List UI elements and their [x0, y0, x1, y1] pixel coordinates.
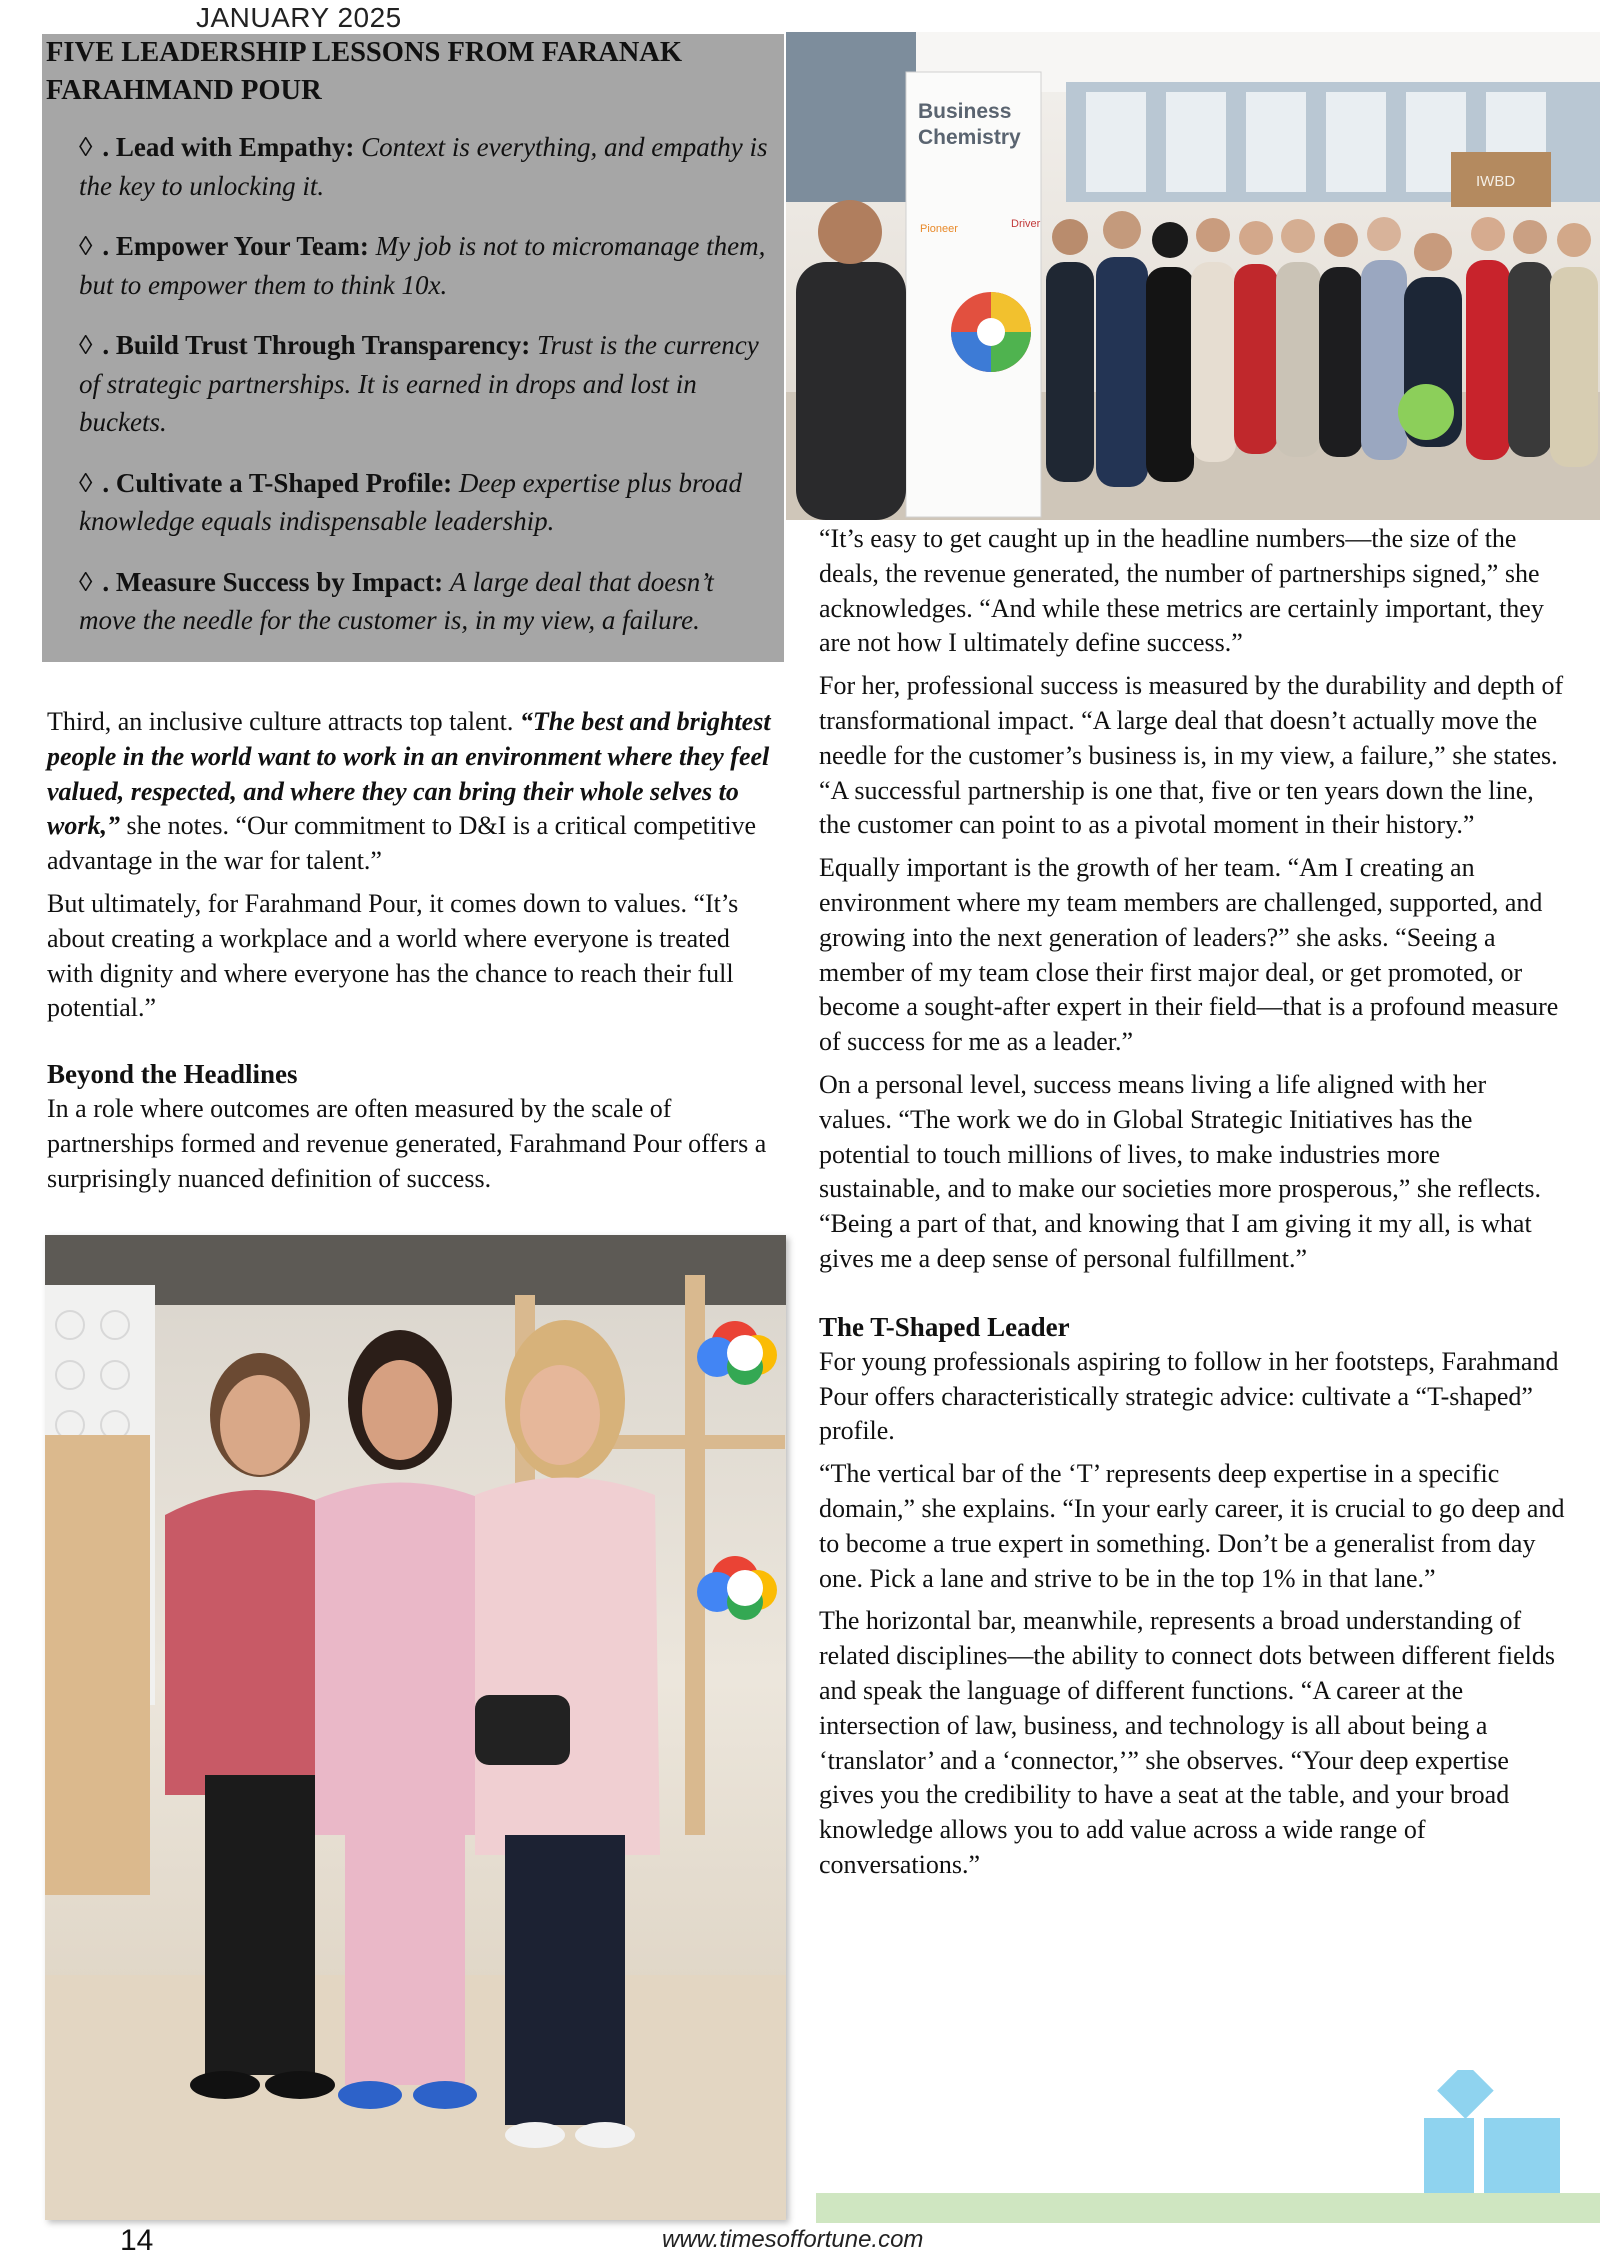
issue-date: JANUARY 2025 — [196, 2, 402, 33]
lesson-item — [46, 128, 772, 205]
banner-title: Business — [918, 100, 1012, 123]
cloud-logo — [697, 1556, 777, 1620]
lesson-lead: . Cultivate a T-Shaped Profile: — [102, 467, 453, 498]
paragraph: For her, professional success is measured by the durability and depth of transformational impact. “A large deal that doesn’t actually move the needle for the customer’s business is, in my view, a failure,” she states. “A successful partnership is one that, five or ten years down the line, the customer can point to as a pivotal moment in their history.” — [819, 671, 1564, 840]
section-heading-t-shaped-leader: The T-Shaped Leader — [819, 1311, 1070, 1342]
right-column-text — [819, 522, 1565, 1891]
paragraph: But ultimately, for Farahmand Pour, it comes down to values. “It’s about creating a workplace and a world where everyone is treated with dignity and where everyone has the chance to reach their full potential.” — [47, 888, 739, 1023]
paragraph: In a role where outcomes are often measured by the scale of partnerships formed and revenue generated, Farahmand Pour offers a surprisingly nuanced definition of success. — [47, 1094, 767, 1193]
diamond-bullet: ◊ — [79, 467, 93, 498]
lesson-lead: . Measure Success by Impact: — [102, 566, 444, 597]
lesson-lead: . Build Trust Through Transparency: — [102, 330, 531, 360]
paragraph: “The vertical bar of the ‘T’ represents deep expertise in a specific domain,” she explains. “In your early career, it is crucial to go deep and to become a true expert in something. Don’t be a generalist from day one. Pick a lane and strive to be in the top 1% in that lane.” — [819, 1459, 1565, 1593]
lesson-item — [46, 326, 772, 442]
page-number: 14 — [120, 2224, 154, 2257]
paragraph: “It’s easy to get caught up in the headline numbers—the size of the deals, the revenue generated, the number of partnerships signed,” she acknowledges. “And while these metrics are certainly important, they are not how I ultimately define success.” — [819, 524, 1544, 658]
lesson-text: Context is everything, and empathy is the key to unlocking it. — [79, 132, 768, 201]
paragraph-text: Third, an inclusive culture attracts top talent. — [47, 707, 520, 736]
lesson-lead: . Lead with Empathy: — [102, 132, 355, 162]
paragraph: On a personal level, success means living a life aligned with her values. “The work we do in Global Strategic Initiatives has the potential to touch millions of lives, to make industries more sustainable, and to make our societies more prosperous,” she reflects. “Being a part of that, and knowing that I am giving it my all, is what gives me a deep sense of personal fulfillment.” — [819, 1069, 1541, 1273]
diamond-bullet: ◊ — [79, 566, 93, 597]
footer-accent-bar — [816, 2193, 1600, 2223]
paragraph — [47, 705, 782, 879]
group-photo — [786, 32, 1600, 520]
svg-text:Chemistry: Chemistry — [918, 126, 1021, 149]
paragraph-text: she notes. “Our commitment to D&I is a critical competitive advantage in the war for talent.” — [47, 811, 757, 876]
section-heading-beyond-headlines: Beyond the Headlines — [47, 1059, 298, 1090]
trio-photo — [45, 1235, 786, 2220]
paragraph: The horizontal bar, meanwhile, represents a broad understanding of related disciplines—the ability to connect dots between different fields and speak the language of different functions. “A career at the intersection of law, business, and technology is all about being a ‘translator’ and a ‘connector,’” she observes. “Your deep expertise gives you the credibility to have a seat at the table, and your broad knowledge allows you to add value across a wide range of conversations.” — [819, 1606, 1555, 1879]
banner-quadrant-label: Pioneer — [920, 223, 958, 235]
leadership-lessons-box — [42, 34, 784, 662]
lesson-item — [46, 464, 772, 541]
lesson-text: Deep expertise plus broad knowledge equals indispensable leadership. — [79, 467, 743, 536]
lesson-text: A large deal that doesn’t move the needle for the customer is, in my view, a failure. — [79, 566, 714, 635]
lesson-text: Trust is the currency of strategic partnerships. It is earned in drops and lost in buckets. — [79, 330, 759, 437]
iwbd-sign: IWBD — [1476, 173, 1516, 190]
diamond-bullet: ◊ — [79, 231, 93, 261]
lesson-item — [46, 563, 772, 640]
lessons-title: FIVE LEADERSHIP LESSONS FROM FARANAK FARAHMAND POUR — [46, 37, 683, 106]
lesson-text: My job is not to micromanage them, but to empower them to think 10x. — [79, 231, 766, 300]
site-url[interactable]: www.timesoffortune.com — [662, 2226, 924, 2253]
lesson-item — [46, 227, 772, 304]
decorative-blocks-icon — [1424, 2070, 1560, 2194]
left-column-text — [47, 705, 782, 1205]
paragraph: Equally important is the growth of her team. “Am I creating an environment where my team members are challenged, supported, and growing into the next generation of leaders?” she asks. “Seeing a member of my team close their first major deal, or get promoted, or become a sought-after expert in their field—that is a profound measure of success for me as a leader.” — [819, 853, 1559, 1057]
diamond-bullet: ◊ — [79, 132, 93, 162]
lesson-lead: . Empower Your Team: — [102, 231, 369, 261]
diamond-bullet: ◊ — [79, 330, 93, 360]
bold-italic-quote: “The best and brightest people in the world want to work in an environment where they feel valued, respected, and where they can bring their whole selves to work,” — [47, 707, 771, 841]
banner-quadrant-label: Driver — [1011, 218, 1041, 230]
cloud-logo — [697, 1321, 777, 1385]
paragraph: For young professionals aspiring to follow in her footsteps, Farahmand Pour offers characteristically strategic advice: cultivate a “T-shaped” profile. — [819, 1346, 1559, 1446]
